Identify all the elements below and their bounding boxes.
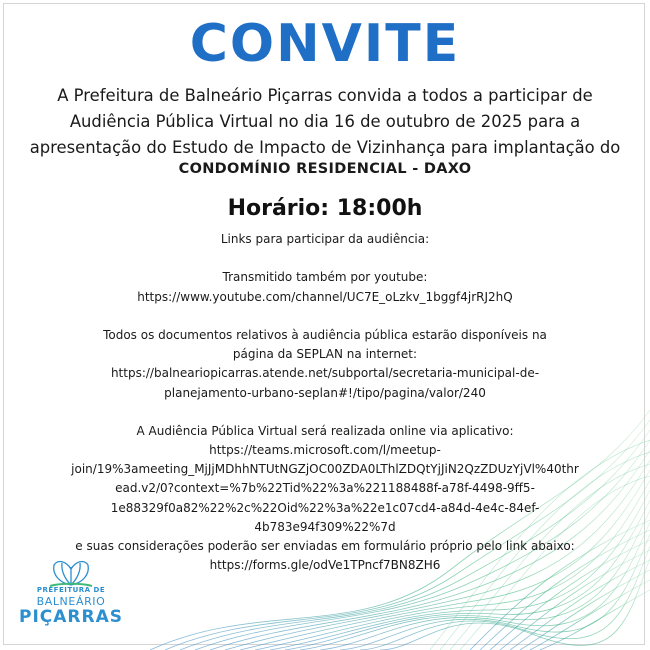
logo-text-top: PREFEITURA DE xyxy=(36,586,106,594)
documents-text: página da SEPLAN na internet: xyxy=(232,347,418,362)
project-name: CONDOMÍNIO RESIDENCIAL - DAXO xyxy=(178,161,472,177)
spacer xyxy=(40,249,610,268)
youtube-link[interactable]: https://www.youtube.com/channel/UC7E_oLzkv_1bggf4jrRJ2hQ xyxy=(137,289,513,304)
intro-line: Audiência Pública Virtual no dia 16 de outubro de 2025 para a xyxy=(69,112,581,131)
teams-label: A Audiência Pública Virtual será realizada online via aplicativo: xyxy=(136,423,514,438)
forms-label: e suas considerações poderão ser enviadas em formulário próprio pelo link abaixo: xyxy=(75,539,575,553)
invitation-title: CONVITE xyxy=(189,14,461,74)
seplan-link[interactable]: https://balneariopicarras.atende.net/subportal/secretaria-municipal-de- xyxy=(110,366,540,381)
intro-line: A Prefeitura de Balneário Piçarras convida a todos a participar de xyxy=(57,86,593,105)
prefeitura-logo xyxy=(16,555,136,635)
event-time: Horário: 18:00h xyxy=(227,196,423,221)
intro-line: apresentação do Estudo de Impacto de Vizinhança para implantação do xyxy=(29,138,621,157)
shell-icon xyxy=(46,555,96,589)
logo-text-bottom: PIÇARRAS xyxy=(19,607,123,627)
forms-link[interactable]: https://forms.gle/odVe1TPncf7BN8ZH6 xyxy=(209,558,441,573)
links-intro: Links para participar da audiência: xyxy=(220,232,430,246)
teams-link[interactable]: 1e88329f0a82%22%2c%22Oid%22%3a%22e1c07cd4-a84d-4e4c-84ef- xyxy=(110,500,540,515)
teams-link[interactable]: join/19%3ameeting_MjJjMDhhNTUtNGZjOC00ZDA0LThlZDQtYjJiN2QzZDUzYjVl%40thr xyxy=(71,462,579,477)
documents-text: Todos os documentos relativos à audiência pública estarão disponíveis na xyxy=(103,327,547,342)
teams-link[interactable]: https://teams.microsoft.com/l/meetup- xyxy=(209,443,441,458)
invitation-intro xyxy=(20,83,630,161)
teams-link[interactable]: ead.v2/0?context=%7b%22Tid%22%3a%221188488f-a78f-4498-9ff5- xyxy=(115,481,535,496)
logo-text-middle: BALNEÁRIO xyxy=(36,595,106,608)
invitation-details xyxy=(40,230,610,575)
spacer xyxy=(40,307,610,326)
teams-link[interactable]: 4b783e94f309%22%7d xyxy=(254,519,396,534)
spacer xyxy=(40,403,610,422)
seplan-link[interactable]: planejamento-urbano-seplan#!/tipo/pagina/valor/240 xyxy=(164,385,486,400)
youtube-label: Transmitido também por youtube: xyxy=(222,270,428,285)
